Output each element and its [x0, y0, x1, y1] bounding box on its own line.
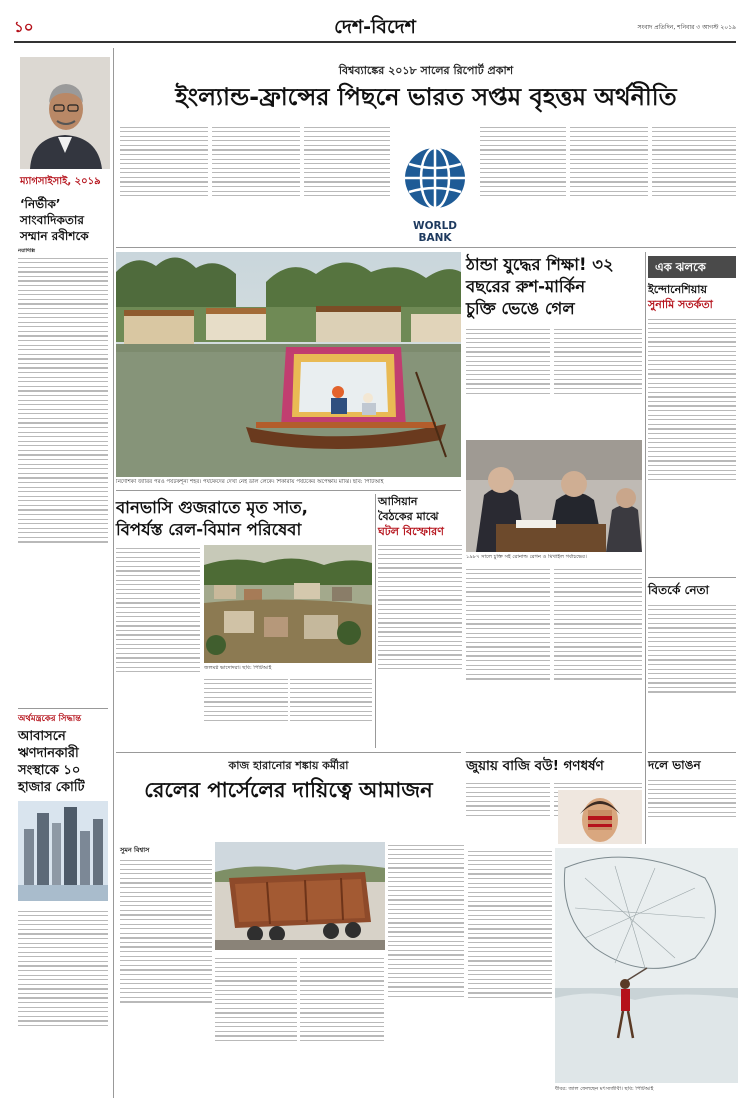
left-title-line2: সাংবাদিকতার [20, 213, 84, 227]
left-column-rule [113, 48, 114, 1098]
kashmir-photo-caption: নির্দেশিকা জারির পরও পর্যটকশূন্য শহর। পর্যটকদের দেখা নেই ডাল লেকে। শিকারায় পর্যটকের অপেক্ষায় মাঝি। ছবি: পিটিআই [116, 479, 384, 485]
ek-jholke-divider-1 [648, 577, 736, 578]
top-story-col1 [120, 124, 208, 242]
gujarat-body-col1 [116, 545, 200, 748]
journalist-portrait [20, 57, 110, 169]
dowry-headline: জুয়ায় বাজি বউ! গণধর্ষণ [466, 758, 604, 774]
world-bank-logo [395, 140, 475, 244]
dal-lake-shikara-image [116, 252, 461, 477]
dowry-top-rule [466, 752, 642, 753]
top-story-headline: ইংল্যান্ড-ফ্রান্সের পিছনে ভারত সপ্তম বৃহত্তম অর্থনীতি [175, 83, 677, 111]
page-number: ১০ [14, 18, 34, 36]
housing-title-line4: হাজার কোটি [18, 780, 85, 795]
rail-body-col2 [215, 955, 297, 1093]
housing-title-line3: সংস্থাকে ১০ [18, 763, 81, 778]
asean-title-line3: ঘটল বিস্ফোরণ [378, 525, 444, 538]
asean-title-line2: বৈঠকের মাঝে [378, 510, 439, 523]
left-divider [18, 708, 108, 709]
rail-body-col4 [388, 842, 464, 1093]
top-story-col6 [652, 124, 736, 242]
kashmir-photo [116, 252, 461, 477]
gujarat-body-col3 [290, 676, 372, 748]
right-rail-rule [645, 252, 646, 844]
rail-body-col3 [300, 955, 384, 1093]
ek-jholke-label: এক ঝলকে [655, 260, 706, 274]
gujarat-body-col2 [204, 676, 288, 748]
dole-bhangan-title: দলে ভাঙন [648, 758, 701, 772]
treaty-signing-image [466, 440, 642, 552]
left-section-label: অর্থমন্ত্রকের সিদ্ধান্ত [18, 714, 82, 724]
gujarat-headline [116, 497, 374, 541]
tsunami-title-line2: সুনামি সতর্কতা [648, 298, 713, 311]
cold-war-body-col4 [554, 566, 642, 748]
top-story-col2 [212, 124, 300, 242]
cold-war-photo-caption: ১৯৮৭ সালে চুক্তি সই রোনাল্ড রেগন ও মিখাইল গর্বাচভের। [466, 554, 587, 560]
gujarat-headline-line1: বানভাসি গুজরাতে মৃত সাত, [116, 498, 308, 517]
masthead-rule [14, 41, 736, 43]
dowry-illustration [558, 790, 642, 844]
cold-war-body-col3 [466, 566, 550, 748]
tsunami-body [648, 316, 736, 574]
left-title-line3: সম্মান রবীশকে [20, 229, 89, 243]
cold-war-headline-line2: বছরের রুশ-মার্কিন [466, 277, 586, 296]
ek-jholke-divider-2 [648, 752, 736, 753]
dole-bhangan-body [648, 777, 736, 841]
left-byline: নয়াদিল্লি [18, 248, 36, 254]
housing-story-body [18, 908, 108, 1093]
world-bank-label: WORLD BANK [413, 220, 457, 244]
rail-body-col5 [468, 848, 552, 1093]
gujarat-top-rule [116, 490, 461, 491]
ek-jholke-label-box [648, 256, 736, 278]
cold-war-headline [466, 254, 642, 320]
housing-photo [18, 801, 108, 901]
city-skyline-image [18, 801, 108, 901]
left-title-line1: ‘নির্ভীক’ [20, 197, 61, 211]
top-story-col5 [570, 124, 648, 242]
bitarke-neta-body [648, 602, 736, 748]
fisherman-photo [555, 848, 738, 1083]
flooded-town-image [204, 545, 372, 663]
gujarat-photo-caption: জলমগ্ন ভাদোদরা। ছবি: পিটিআই [204, 665, 272, 671]
top-story-col4 [480, 124, 566, 242]
housing-title-line1: আবাসনে [18, 729, 66, 744]
asean-title-line1: আসিয়ান [378, 495, 418, 508]
rail-wagon-photo [215, 842, 385, 950]
fisherman-photo-caption: ধীবর: জাল ফেলছেন মৎস্যজীবী। ছবি: পিটিআই [555, 1086, 654, 1092]
tsunami-title-line1: ইন্দোনেশিয়ায় [648, 283, 707, 296]
tsunami-title [648, 282, 736, 312]
bitarke-neta-title: বিতর্কে নেতা [648, 583, 710, 597]
rail-top-rule [116, 752, 461, 753]
cold-war-photo [466, 440, 642, 552]
cold-war-body-col1 [466, 326, 550, 436]
masthead-date: সংবাদ প্রতিদিন, শনিবার ৩ আগস্ট ২০১৯ [637, 24, 736, 31]
cold-war-body-col2 [554, 326, 642, 436]
top-story-col3 [304, 124, 390, 242]
gujarat-flood-photo [204, 545, 372, 663]
rail-headline: রেলের পার্সেলের দায়িত্বে আমাজন [144, 778, 433, 802]
section-title: দেশ-বিদেশ [334, 16, 416, 38]
rail-byline: সুমন বিশ্বাস [120, 846, 150, 854]
top-story-kicker: বিশ্বব্যাঙ্কের ২০১৮ সালের রিপোর্ট প্রকাশ [338, 64, 514, 77]
dowry-body-col1 [466, 780, 550, 842]
portrait-image [20, 57, 110, 169]
left-story-title [20, 196, 112, 244]
woman-covering-face-image [558, 790, 642, 844]
asean-title [378, 494, 462, 539]
rail-body-col1 [120, 857, 212, 1093]
housing-story-title [18, 728, 110, 796]
left-story-body [18, 248, 108, 700]
globe-icon [395, 140, 475, 220]
fisherman-net-image [555, 848, 738, 1083]
asean-body [378, 542, 462, 748]
goods-wagon-image [215, 842, 385, 950]
top-story-bottom-rule [116, 247, 736, 248]
portrait-caption: ম্যাগসাইসাই, ২০১৯ [20, 176, 101, 187]
cold-war-headline-line3: চুক্তি ভেঙে গেল [466, 299, 575, 318]
rail-kicker: কাজ হারানোর শঙ্কায় কর্মীরা [228, 759, 349, 772]
asean-rule [375, 494, 376, 748]
housing-title-line2: ঋণদানকারী [18, 746, 79, 761]
gujarat-headline-line2: বিপর্যস্ত রেল-বিমান পরিষেবা [116, 520, 302, 539]
cold-war-headline-line1: ঠান্ডা যুদ্ধের শিক্ষা! ৩২ [466, 255, 614, 274]
